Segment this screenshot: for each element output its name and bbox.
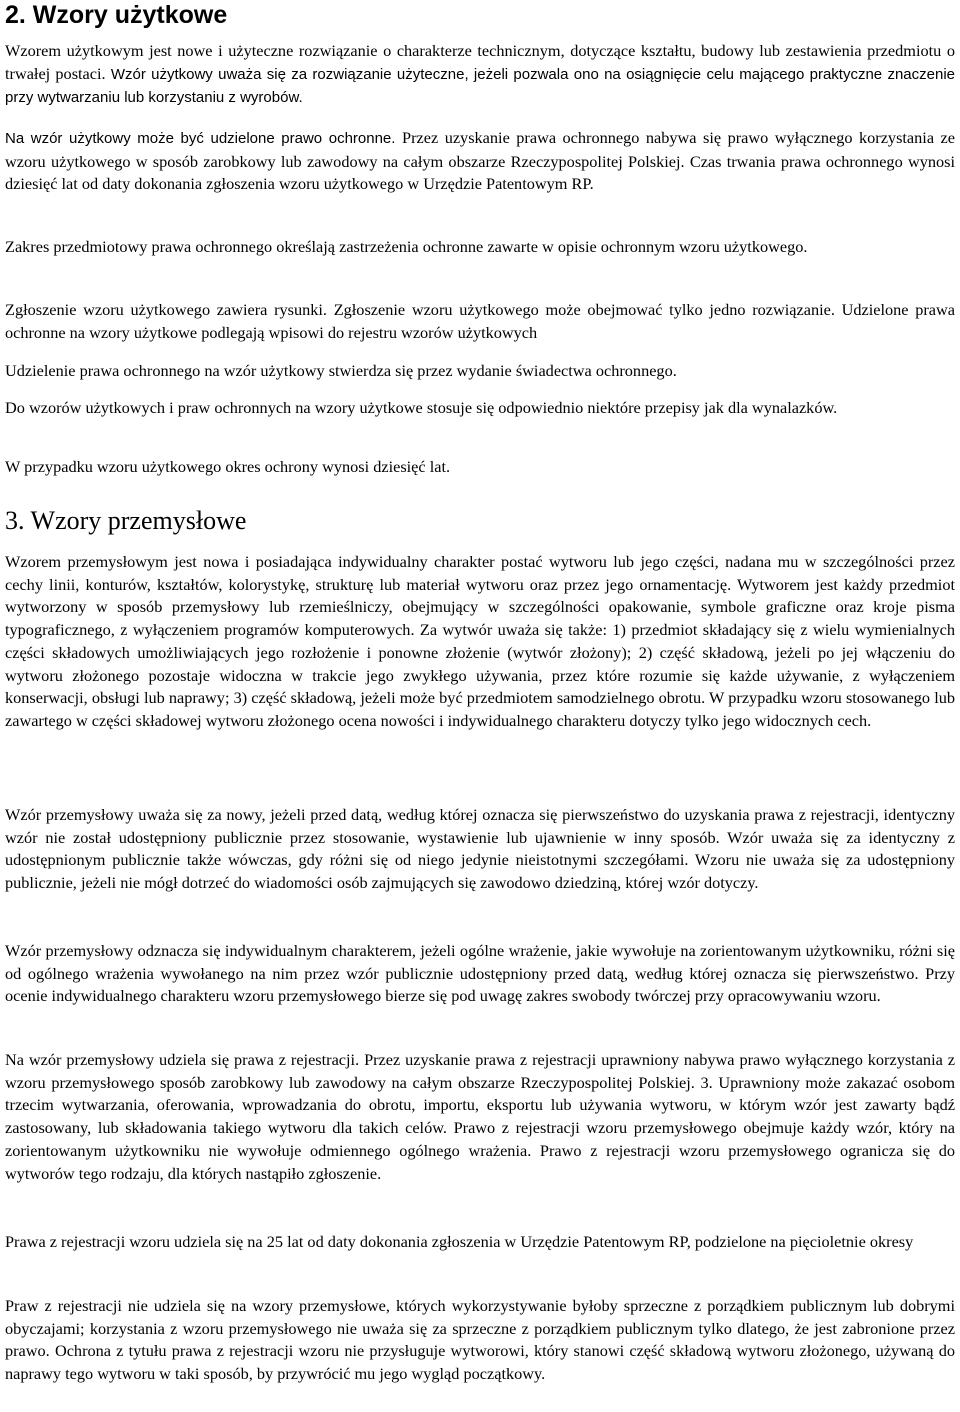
section-3-paragraph-4: Na wzór przemysłowy udziela się prawa z rejestracji. Przez uzyskanie prawa z rejestracji uprawniony nabywa prawo wyłącznego korzystania z wzoru przemysłowego sposób zarobkowy lub zawodowy na całym obszarze Rzeczypospolitej Polskiej. 3. Uprawniony może zakazać osobom trzecim wytwarzania, oferowania, wprowadzania do obrotu, importu, eksportu lub używania wytworu, w którym wzór jest zawarty bądź zastosowany, lub składowania takiego wytworu dla takich celów. Prawo z rejestracji wzoru przemysłowego obejmuje każdy wzór, który na zorientowanym użytkowniku nie wywołuje odmiennego ogólnego wrażenia. Prawo z rejestracji wzoru przemysłowego ogranicza się do wytworów tego rodzaju, dla których nastąpiło zgłoszenie. xyxy=(5,1050,955,1183)
section-3-paragraph-1: Wzorem przemysłowym jest nowa i posiadająca indywidualny charakter postać wytworu lub jego części, nadana mu w szczególności przez cechy linii, konturów, kształtów, kolorystykę, strukturę lub materiał wytworu oraz przez jego ornamentację. Wytworem jest każdy przedmiot wytworzony w sposób przemysłowy lub rzemieślniczy, obejmujący w szczególności opakowanie, symbole graficzne oraz kroje pisma typograficznego, z wyłączeniem programów komputerowych. Za wytwór uważa się także: 1) przedmiot składający się z wielu wymienialnych części składowych umożliwiających jego rozłożenie i ponowne złożenie (wytwór złożony); 2) część składową, jeżeli po jej włączeniu do wytworu złożonego pozostaje widoczna w trakcie jego zwykłego używania, przez które rozumie się każde używanie, z wyłączeniem konserwacji, obsługi lub naprawy; 3) część składową, jeżeli może być przedmiotem samodzielnego obrotu. W przypadku wzoru stosowanego lub zawartego w części składowej wytworu złożonego ocena nowości i indywidualnego charakteru dotyczy tylko jego widocznych cech. xyxy=(5,552,955,730)
section-3-paragraph-3: Wzór przemysłowy odznacza się indywidualnym charakterem, jeżeli ogólne wrażenie, jakie wywołuje na zorientowanym użytkowniku, różni się od ogólnego wrażenia wywołanego na nim przez wzór publicznie udostępniony przed datą, według której oznacza się pierwszeństwo. Przy ocenie indywidualnego charakteru wzoru przemysłowego bierze się pod uwagę zakres swobody twórczej przy opracowywaniu wzoru. xyxy=(5,941,955,1006)
section-2-title: 2. Wzory użytkowe xyxy=(5,1,228,29)
section-2-paragraph-6: Do wzorów użytkowych i praw ochronnych na wzory użytkowe stosuje się odpowiednio niektóre przepisy jak dla wynalazków. xyxy=(5,398,838,417)
section-2-paragraph-2-part-3: Czas trwania prawa ochronnego wynosi dziesięć lat od daty dokonania zgłoszenia wzoru użytkowego w Urzędzie Patentowym RP. xyxy=(5,151,956,194)
section-2-paragraph-7: W przypadku wzoru użytkowego okres ochrony wynosi dziesięć lat. xyxy=(5,457,451,476)
section-2-paragraph-1 xyxy=(5,40,955,110)
section-2-paragraph-2 xyxy=(5,127,955,196)
section-3-paragraph-5: Prawa z rejestracji wzoru udziela się na 25 lat od daty dokonania zgłoszenia w Urzędzie Patentowym RP, podzielone na pięcioletnie okresy xyxy=(5,1232,914,1251)
section-2-paragraph-4: Zgłoszenie wzoru użytkowego zawiera rysunki. Zgłoszenie wzoru użytkowego może obejmować tylko jedno rozwiązanie. Udzielone prawa ochronne na wzory użytkowe podlegają wpisowi do rejestru wzorów użytkowych xyxy=(5,300,955,342)
section-2-paragraph-2-part-1: Na wzór użytkowy może być udzielone prawo ochronne. xyxy=(5,130,403,147)
section-3-paragraph-2: Wzór przemysłowy uważa się za nowy, jeżeli przed datą, według której oznacza się pierwszeństwo do uzyskania prawa z rejestracji, identyczny wzór nie został udostępniony publicznie przez stosowanie, wystawienie lub ujawnienie w inny sposób. Wzór uważa się za identyczny z udostępnionym publicznie także wówczas, gdy różni się od niego jedynie nieistotnymi szczegółami. Wzoru nie uważa się za udostępniony publicznie, jeżeli nie mógł dotrzeć do wiadomości osób zajmujących się zawodowo dziedziną, której wzór dotyczy. xyxy=(5,805,955,893)
section-2-paragraph-2-part-2: Przez uzyskanie prawa ochronnego nabywa się prawo wyłącznego korzystania ze wzoru użytkowego w sposób zarobkowy lub zawodowy na całym obszarze Rzeczypospolitej Polskiej. xyxy=(5,128,955,171)
section-2-paragraph-1-part-1: Wzorem użytkowym jest nowe i użyteczne rozwiązanie o charakterze technicznym, dotyczące kształtu, budowy lub zestawienia przedmiotu o trwałej postaci. xyxy=(5,41,955,83)
section-2-paragraph-5: Udzielenie prawa ochronnego na wzór użytkowy stwierdza się przez wydanie świadectwa ochronnego. xyxy=(5,361,677,380)
section-3-paragraph-6: Praw z rejestracji nie udziela się na wzory przemysłowe, których wykorzystywanie byłoby sprzeczne z porządkiem publicznym lub dobrymi obyczajami; korzystania z wzoru przemysłowego nie uważa się za sprzeczne z porządkiem publicznym tylko dlatego, że jest zabronione przez prawo. Ochrona z tytułu prawa z rejestracji wzoru nie przysługuje wytworowi, który stanowi część składową wytworu złożonego, używaną do naprawy tego wytworu w taki sposób, by przywrócić mu jego wygląd początkowy. xyxy=(5,1296,955,1384)
section-3-title: 3. Wzory przemysłowe xyxy=(5,506,247,535)
section-2-paragraph-3: Zakres przedmiotowy prawa ochronnego określają zastrzeżenia ochronne zawarte w opisie ochronnym wzoru użytkowego. xyxy=(5,237,808,256)
section-2-paragraph-1-part-2: Wzór użytkowy uważa się za rozwiązanie użyteczne, jeżeli pozwala ono na osiągnięcie celu mającego praktyczne znaczenie przy wytwarzaniu lub korzystaniu z wyrobów. xyxy=(5,65,955,107)
